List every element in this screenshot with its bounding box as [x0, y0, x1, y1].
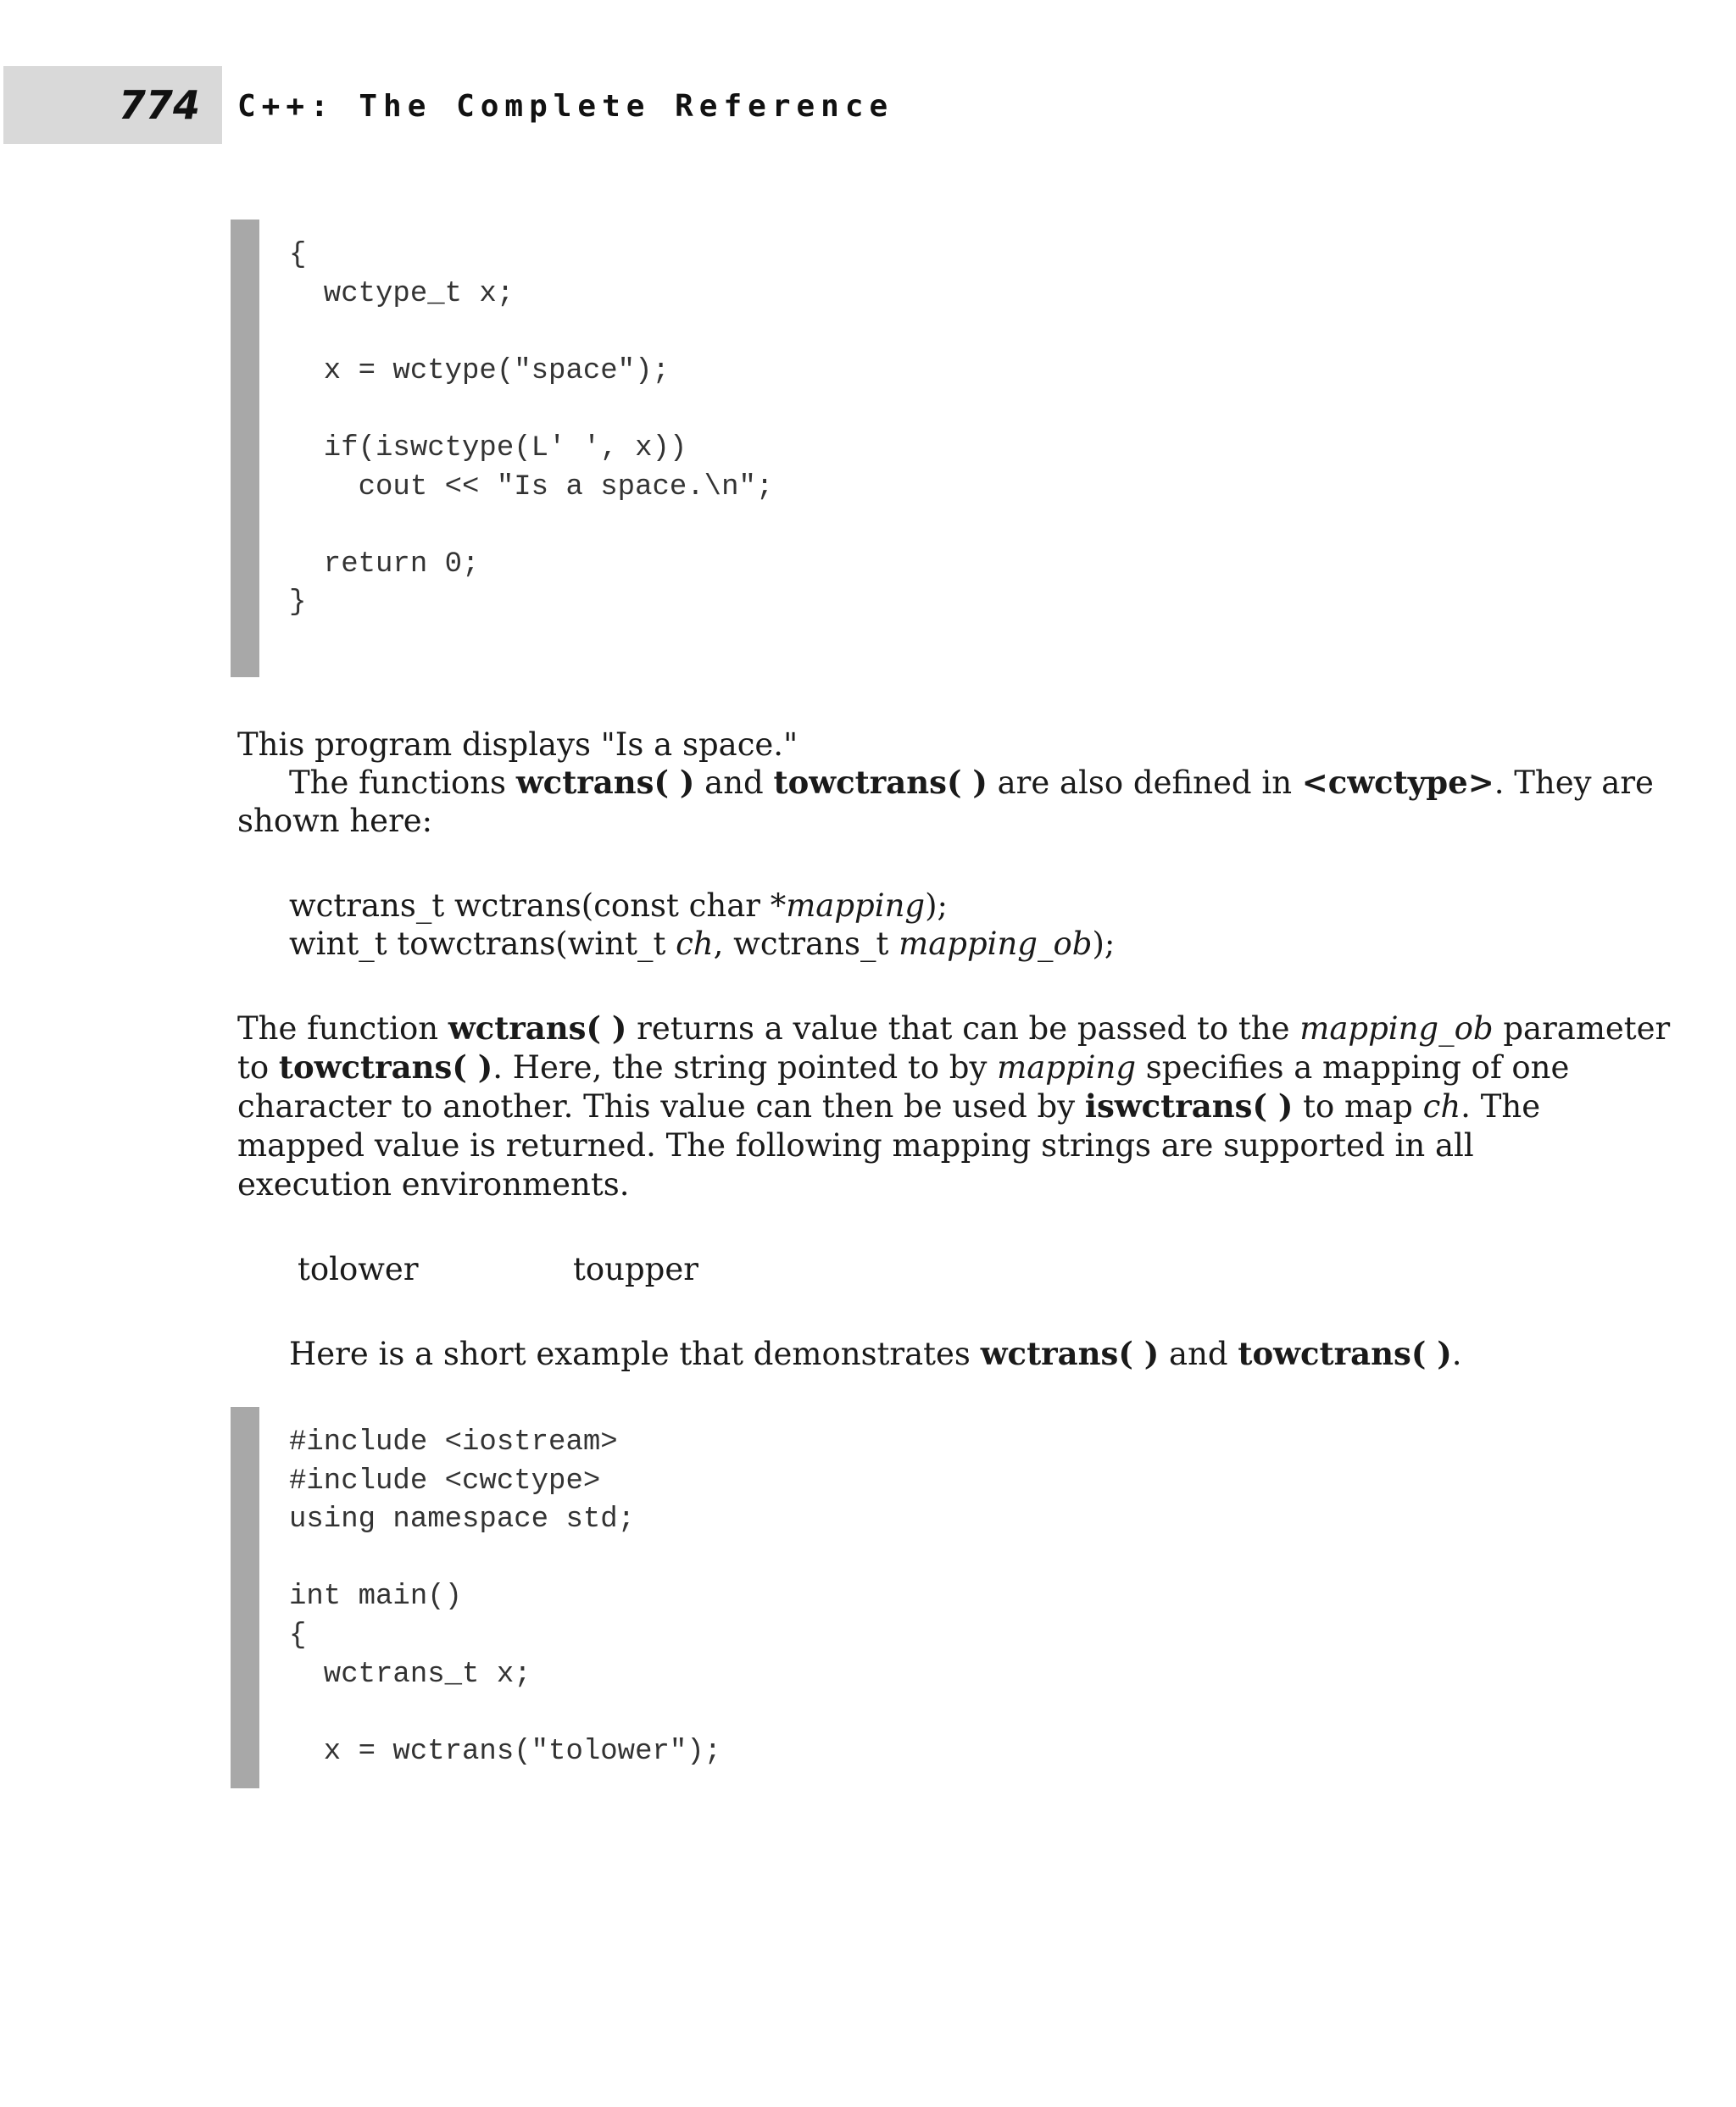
- prototype-towctrans: wint_t towctrans(wint_t ch, wctrans_t mapping_ob);: [289, 926, 1116, 962]
- output-sentence: This program displays "Is a space.": [237, 726, 798, 763]
- code-line: x = wctrans("tolower");: [289, 1735, 722, 1768]
- code-line: x = wctype("space");: [289, 354, 670, 387]
- code-line: #include <cwctype>: [289, 1465, 601, 1498]
- code-line: wctype_t x;: [289, 277, 515, 310]
- code-line: {: [289, 1619, 307, 1652]
- code-line: [289, 507, 773, 546]
- code-line: [289, 314, 773, 353]
- description-line-1: The function wctrans( ) returns a value that can be passed to the mapping_ob parameter: [237, 1009, 1671, 1047]
- running-title: C++: The Complete Reference: [237, 89, 894, 124]
- example-intro: Here is a short example that demonstrates wctrans( ) and towctrans( ).: [289, 1335, 1462, 1372]
- code-line: using namespace std;: [289, 1504, 636, 1537]
- page-number: 774: [119, 82, 201, 128]
- header-name: <cwctype>: [1301, 764, 1494, 801]
- code-line: cout << "Is a space.\n";: [289, 470, 774, 503]
- code-line: int main(): [289, 1581, 463, 1614]
- code-block-bar: [231, 220, 259, 677]
- description-line-4: mapped value is returned. The following mapping strings are supported in all: [237, 1127, 1474, 1164]
- description-line-3: character to another. This value can then be used by iswctrans( ) to map ch. The: [237, 1087, 1541, 1125]
- mapping-string-tolower: tolower: [298, 1251, 419, 1287]
- intro-line-1: The functions wctrans( ) and towctrans( ) are also defined in <cwctype>. They are: [289, 764, 1654, 801]
- description-line-5: execution environments.: [237, 1166, 630, 1203]
- intro-line-2: shown here:: [237, 803, 433, 839]
- code-line: [289, 391, 773, 430]
- mapping-string-toupper: toupper: [573, 1251, 698, 1287]
- code-line: return 0;: [289, 548, 480, 581]
- code-listing-2: [289, 1424, 721, 1771]
- code-line: [289, 1694, 721, 1733]
- wctrans-function-name: wctrans( ): [515, 764, 695, 801]
- code-line: wctrans_t x;: [289, 1658, 531, 1691]
- towctrans-function-name: towctrans( ): [773, 764, 988, 801]
- code-line: if(iswctype(L' ', x)): [289, 431, 687, 464]
- code-line: }: [289, 587, 307, 620]
- code-block-bar: [231, 1407, 259, 1788]
- description-line-2: to towctrans( ). Here, the string pointed to by mapping specifies a mapping of one: [237, 1048, 1570, 1086]
- code-line: #include <iostream>: [289, 1426, 618, 1459]
- prototype-wctrans: wctrans_t wctrans(const char *mapping);: [289, 887, 948, 924]
- code-line: {: [289, 239, 307, 271]
- code-line: [289, 1540, 721, 1579]
- code-listing-1: [289, 236, 773, 623]
